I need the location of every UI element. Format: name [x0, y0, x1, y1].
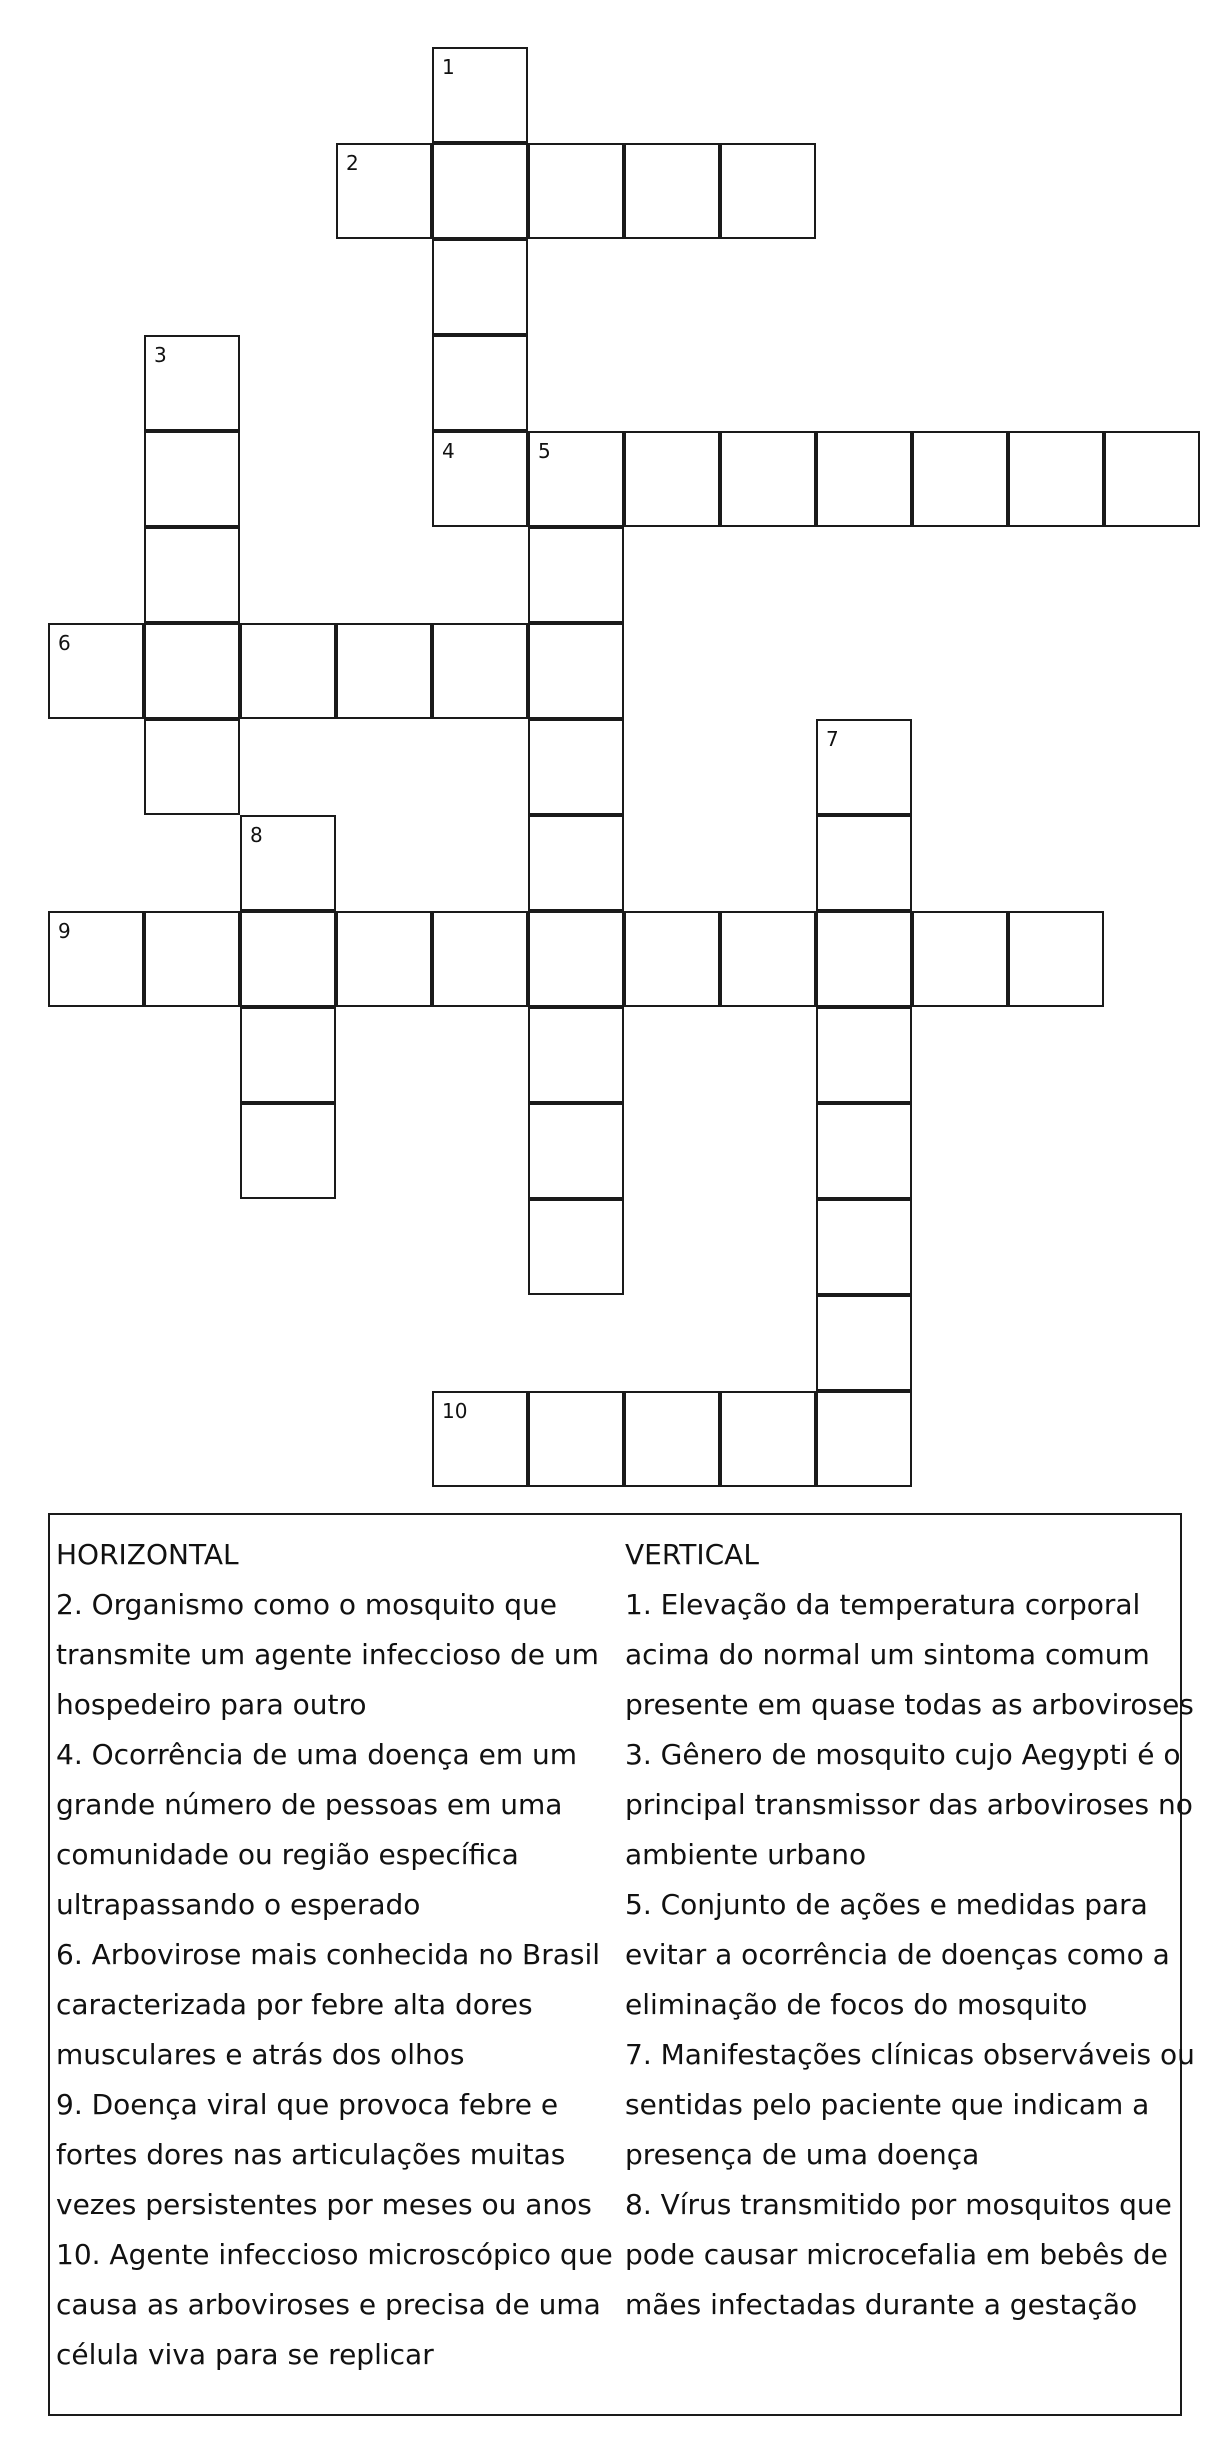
- crossword-cell[interactable]: [144, 911, 240, 1007]
- crossword-cell[interactable]: [528, 143, 624, 239]
- crossword-cell[interactable]: [816, 1007, 912, 1103]
- crossword-cell[interactable]: [624, 911, 720, 1007]
- crossword-cell[interactable]: [528, 623, 624, 719]
- clue-number: 9: [58, 919, 71, 943]
- crossword-cell[interactable]: [720, 431, 816, 527]
- clue-number: 7: [826, 727, 839, 751]
- horizontal-clue-line: 10. Agente infeccioso microscópico que: [56, 2238, 613, 2271]
- crossword-cell[interactable]: [624, 143, 720, 239]
- horizontal-clue-line: grande número de pessoas em uma: [56, 1788, 563, 1821]
- crossword-cell[interactable]: [720, 911, 816, 1007]
- crossword-cell[interactable]: [528, 527, 624, 623]
- crossword-cell[interactable]: [336, 623, 432, 719]
- crossword-cell-4[interactable]: [432, 431, 528, 527]
- crossword-cell-2[interactable]: [336, 143, 432, 239]
- crossword-cell[interactable]: [624, 431, 720, 527]
- crossword-cell[interactable]: [528, 1007, 624, 1103]
- vertical-clue-line: sentidas pelo paciente que indicam a: [625, 2088, 1150, 2121]
- crossword-cell[interactable]: [528, 815, 624, 911]
- horizontal-clue-line: ultrapassando o esperado: [56, 1888, 421, 1921]
- horizontal-clue-line: fortes dores nas articulações muitas: [56, 2138, 566, 2171]
- clue-number: 10: [442, 1399, 468, 1423]
- vertical-clue-line: principal transmissor das arboviroses no: [625, 1788, 1193, 1821]
- crossword-cell[interactable]: [720, 1391, 816, 1487]
- crossword-cell[interactable]: [432, 239, 528, 335]
- vertical-clue-line: evitar a ocorrência de doenças como a: [625, 1938, 1170, 1971]
- crossword-cell-8[interactable]: [240, 815, 336, 911]
- horizontal-clue-line: musculares e atrás dos olhos: [56, 2038, 465, 2071]
- clue-number: 8: [250, 823, 263, 847]
- crossword-cell[interactable]: [144, 719, 240, 815]
- crossword-cell[interactable]: [528, 719, 624, 815]
- crossword-cell-7[interactable]: [816, 719, 912, 815]
- horizontal-clue-line: transmite um agente infeccioso de um: [56, 1638, 599, 1671]
- crossword-cell-9[interactable]: [48, 911, 144, 1007]
- crossword-cell[interactable]: [336, 911, 432, 1007]
- crossword-cell[interactable]: [1008, 911, 1104, 1007]
- crossword-cell[interactable]: [432, 335, 528, 431]
- horizontal-clue-line: 9. Doença viral que provoca febre e: [56, 2088, 559, 2121]
- clue-number: 6: [58, 631, 71, 655]
- crossword-cell[interactable]: [816, 911, 912, 1007]
- vertical-clue-line: 3. Gênero de mosquito cujo Aegypti é o: [625, 1738, 1181, 1771]
- crossword-cell[interactable]: [816, 815, 912, 911]
- crossword-cell[interactable]: [816, 431, 912, 527]
- crossword-cell-6[interactable]: [48, 623, 144, 719]
- clue-box: [48, 1513, 1195, 2416]
- crossword-cell[interactable]: [240, 911, 336, 1007]
- vertical-clue-line: 5. Conjunto de ações e medidas para: [625, 1888, 1148, 1921]
- crossword-cell[interactable]: [144, 527, 240, 623]
- crossword-cell[interactable]: [432, 911, 528, 1007]
- vertical-clue-line: 1. Elevação da temperatura corporal: [625, 1588, 1141, 1621]
- crossword-cell[interactable]: [432, 143, 528, 239]
- vertical-clue-line: ambiente urbano: [625, 1838, 867, 1871]
- crossword-cell[interactable]: [240, 1103, 336, 1199]
- clue-number: 4: [442, 439, 455, 463]
- crossword-cell[interactable]: [816, 1391, 912, 1487]
- vertical-clue-line: 7. Manifestações clínicas observáveis ou: [625, 2038, 1195, 2071]
- vertical-clue-line: presente em quase todas as arboviroses: [625, 1688, 1194, 1721]
- horizontal-clue-line: causa as arboviroses e precisa de uma: [56, 2288, 601, 2321]
- crossword-cell[interactable]: [816, 1103, 912, 1199]
- crossword-cell[interactable]: [624, 1391, 720, 1487]
- clue-number: 1: [442, 55, 455, 79]
- crossword-cell[interactable]: [720, 143, 816, 239]
- crossword-cell[interactable]: [816, 1295, 912, 1391]
- crossword-cell[interactable]: [528, 1199, 624, 1295]
- crossword-cell-3[interactable]: [144, 335, 240, 431]
- horizontal-clue-line: 4. Ocorrência de uma doença em um: [56, 1738, 578, 1771]
- vertical-clue-line: mães infectadas durante a gestação: [625, 2288, 1138, 2321]
- crossword-cell-1[interactable]: [432, 47, 528, 143]
- horizontal-clue-line: 6. Arbovirose mais conhecida no Brasil: [56, 1938, 601, 1971]
- clue-number: 3: [154, 343, 167, 367]
- crossword-cell[interactable]: [240, 623, 336, 719]
- crossword-cell[interactable]: [1104, 431, 1200, 527]
- crossword-cell[interactable]: [144, 623, 240, 719]
- horizontal-clue-line: célula viva para se replicar: [56, 2338, 434, 2371]
- horizontal-clue-line: 2. Organismo como o mosquito que: [56, 1588, 557, 1621]
- crossword-cell[interactable]: [528, 911, 624, 1007]
- vertical-clue-line: acima do normal um sintoma comum: [625, 1638, 1150, 1671]
- crossword-cell[interactable]: [144, 431, 240, 527]
- crossword-cell[interactable]: [816, 1199, 912, 1295]
- horizontal-clue-line: vezes persistentes por meses ou anos: [56, 2188, 592, 2221]
- horizontal-clue-line: comunidade ou região específica: [56, 1838, 519, 1871]
- vertical-clue-line: 8. Vírus transmitido por mosquitos que: [625, 2188, 1172, 2221]
- vertical-clue-line: presença de uma doença: [625, 2138, 980, 2171]
- crossword-cell[interactable]: [528, 1103, 624, 1199]
- crossword-cell[interactable]: [912, 911, 1008, 1007]
- vertical-clue-line: pode causar microcefalia em bebês de: [625, 2238, 1168, 2271]
- crossword-cell-10[interactable]: [432, 1391, 528, 1487]
- crossword-cell-5[interactable]: [528, 431, 624, 527]
- crossword-cell[interactable]: [1008, 431, 1104, 527]
- horizontal-clue-line: hospedeiro para outro: [56, 1688, 367, 1721]
- clue-number: 2: [346, 151, 359, 175]
- crossword-cell[interactable]: [432, 623, 528, 719]
- crossword-cell[interactable]: [528, 1391, 624, 1487]
- crossword-cell[interactable]: [240, 1007, 336, 1103]
- crossword-cell[interactable]: [912, 431, 1008, 527]
- horizontal-clues: [56, 1530, 618, 2380]
- clue-number: 5: [538, 439, 551, 463]
- vertical-heading: VERTICAL: [625, 1538, 759, 1571]
- vertical-clue-line: eliminação de focos do mosquito: [625, 1988, 1088, 2021]
- horizontal-clue-line: caracterizada por febre alta dores: [56, 1988, 533, 2021]
- horizontal-heading: HORIZONTAL: [56, 1538, 239, 1571]
- vertical-clues: [625, 1530, 1195, 2330]
